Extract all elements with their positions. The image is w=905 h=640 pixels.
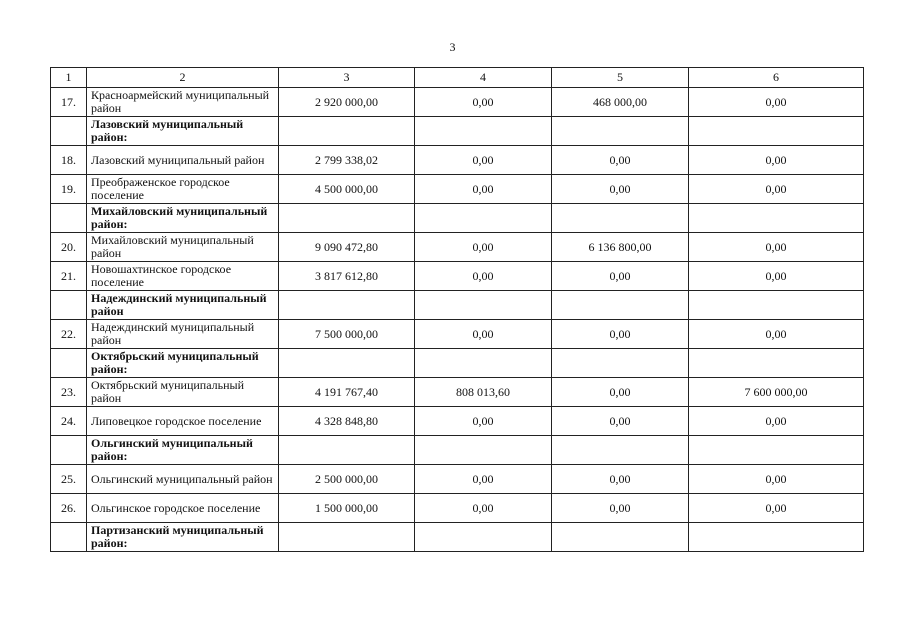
- row-number-cell: 19.: [51, 175, 87, 204]
- column-4-value-cell: 0,00: [415, 465, 552, 494]
- column-6-value-cell: 0,00: [689, 262, 864, 291]
- column-5-value-cell: 0,00: [552, 175, 689, 204]
- column-3-value-cell: 4 191 767,40: [279, 378, 415, 407]
- column-3-value-cell: 2 920 000,00: [279, 88, 415, 117]
- table-row: [51, 378, 864, 407]
- table-row: [51, 494, 864, 523]
- municipality-name-cell: Ольгинский муниципальный район: [87, 465, 279, 494]
- budget-table: [50, 67, 864, 552]
- column-6-value-cell: 0,00: [689, 320, 864, 349]
- column-3-value-cell: 2 799 338,02: [279, 146, 415, 175]
- column-3-value-cell: 7 500 000,00: [279, 320, 415, 349]
- municipality-name-cell: Преображенское городское поселение: [87, 175, 279, 204]
- column-header-3: 3: [279, 68, 415, 88]
- row-number-cell: [51, 291, 87, 320]
- column-5-value-cell: 0,00: [552, 146, 689, 175]
- column-5-value-cell: 0,00: [552, 378, 689, 407]
- column-header-1: 1: [51, 68, 87, 88]
- column-6-value-cell: 0,00: [689, 88, 864, 117]
- column-6-value-cell: [689, 291, 864, 320]
- row-number-cell: 22.: [51, 320, 87, 349]
- district-group-row: [51, 523, 864, 552]
- column-5-value-cell: [552, 436, 689, 465]
- column-3-value-cell: 4 500 000,00: [279, 175, 415, 204]
- column-5-value-cell: 0,00: [552, 407, 689, 436]
- column-5-value-cell: 0,00: [552, 262, 689, 291]
- column-4-value-cell: [415, 436, 552, 465]
- column-4-value-cell: [415, 291, 552, 320]
- page-number: 3: [449, 40, 456, 54]
- column-4-value-cell: [415, 117, 552, 146]
- municipality-name-cell: Надеждинский муниципальный район: [87, 291, 279, 320]
- column-6-value-cell: [689, 204, 864, 233]
- column-6-value-cell: [689, 349, 864, 378]
- column-4-value-cell: 0,00: [415, 407, 552, 436]
- column-6-value-cell: 0,00: [689, 465, 864, 494]
- table-header-row: [51, 68, 864, 88]
- municipality-name-cell: Надеждинский муниципальный район: [87, 320, 279, 349]
- column-6-value-cell: [689, 436, 864, 465]
- district-group-row: [51, 349, 864, 378]
- column-3-value-cell: [279, 349, 415, 378]
- column-6-value-cell: 0,00: [689, 407, 864, 436]
- column-header-2: 2: [87, 68, 279, 88]
- column-5-value-cell: [552, 117, 689, 146]
- column-4-value-cell: 0,00: [415, 262, 552, 291]
- column-6-value-cell: 0,00: [689, 233, 864, 262]
- column-5-value-cell: 0,00: [552, 320, 689, 349]
- column-5-value-cell: [552, 204, 689, 233]
- column-header-6: 6: [689, 68, 864, 88]
- table-row: [51, 88, 864, 117]
- column-3-value-cell: 9 090 472,80: [279, 233, 415, 262]
- column-4-value-cell: 808 013,60: [415, 378, 552, 407]
- table-row: [51, 407, 864, 436]
- column-4-value-cell: 0,00: [415, 320, 552, 349]
- table-body: [51, 68, 864, 552]
- district-group-row: [51, 291, 864, 320]
- municipality-name-cell: Октябрьский муниципальный район:: [87, 349, 279, 378]
- column-5-value-cell: [552, 523, 689, 552]
- column-4-value-cell: [415, 523, 552, 552]
- column-5-value-cell: 0,00: [552, 494, 689, 523]
- municipality-name-cell: Липовецкое городское поселение: [87, 407, 279, 436]
- row-number-cell: 18.: [51, 146, 87, 175]
- column-3-value-cell: [279, 204, 415, 233]
- column-3-value-cell: [279, 523, 415, 552]
- column-4-value-cell: 0,00: [415, 175, 552, 204]
- row-number-cell: 21.: [51, 262, 87, 291]
- row-number-cell: [51, 117, 87, 146]
- column-6-value-cell: 0,00: [689, 146, 864, 175]
- column-header-5: 5: [552, 68, 689, 88]
- row-number-cell: 23.: [51, 378, 87, 407]
- column-3-value-cell: 2 500 000,00: [279, 465, 415, 494]
- column-header-4: 4: [415, 68, 552, 88]
- column-6-value-cell: 7 600 000,00: [689, 378, 864, 407]
- column-3-value-cell: [279, 291, 415, 320]
- table-row: [51, 320, 864, 349]
- row-number-cell: 24.: [51, 407, 87, 436]
- column-6-value-cell: [689, 117, 864, 146]
- district-group-row: [51, 117, 864, 146]
- column-4-value-cell: [415, 349, 552, 378]
- table-row: [51, 233, 864, 262]
- table-row: [51, 262, 864, 291]
- row-number-cell: 20.: [51, 233, 87, 262]
- column-6-value-cell: 0,00: [689, 494, 864, 523]
- municipality-name-cell: Красноармейский муниципальный район: [87, 88, 279, 117]
- municipality-name-cell: Лазовский муниципальный район:: [87, 117, 279, 146]
- municipality-name-cell: Партизанский муниципальный район:: [87, 523, 279, 552]
- municipality-name-cell: Лазовский муниципальный район: [87, 146, 279, 175]
- table-row: [51, 146, 864, 175]
- column-3-value-cell: 4 328 848,80: [279, 407, 415, 436]
- column-6-value-cell: 0,00: [689, 175, 864, 204]
- municipality-name-cell: Ольгинский муниципальный район:: [87, 436, 279, 465]
- district-group-row: [51, 204, 864, 233]
- column-6-value-cell: [689, 523, 864, 552]
- row-number-cell: [51, 204, 87, 233]
- municipality-name-cell: Новошахтинское городское поселение: [87, 262, 279, 291]
- column-5-value-cell: 0,00: [552, 465, 689, 494]
- column-5-value-cell: [552, 349, 689, 378]
- column-5-value-cell: 468 000,00: [552, 88, 689, 117]
- row-number-cell: 25.: [51, 465, 87, 494]
- municipality-name-cell: Михайловский муниципальный район:: [87, 204, 279, 233]
- column-4-value-cell: 0,00: [415, 233, 552, 262]
- column-3-value-cell: [279, 436, 415, 465]
- row-number-cell: 26.: [51, 494, 87, 523]
- column-4-value-cell: 0,00: [415, 494, 552, 523]
- column-3-value-cell: 3 817 612,80: [279, 262, 415, 291]
- column-5-value-cell: 6 136 800,00: [552, 233, 689, 262]
- municipality-name-cell: Михайловский муниципальный район: [87, 233, 279, 262]
- column-4-value-cell: 0,00: [415, 88, 552, 117]
- column-5-value-cell: [552, 291, 689, 320]
- column-3-value-cell: [279, 117, 415, 146]
- column-3-value-cell: 1 500 000,00: [279, 494, 415, 523]
- table-row: [51, 465, 864, 494]
- municipality-name-cell: Ольгинское городское поселение: [87, 494, 279, 523]
- row-number-cell: [51, 523, 87, 552]
- municipality-name-cell: Октябрьский муниципальный район: [87, 378, 279, 407]
- table-row: [51, 175, 864, 204]
- row-number-cell: 17.: [51, 88, 87, 117]
- column-4-value-cell: 0,00: [415, 146, 552, 175]
- column-4-value-cell: [415, 204, 552, 233]
- row-number-cell: [51, 349, 87, 378]
- row-number-cell: [51, 436, 87, 465]
- district-group-row: [51, 436, 864, 465]
